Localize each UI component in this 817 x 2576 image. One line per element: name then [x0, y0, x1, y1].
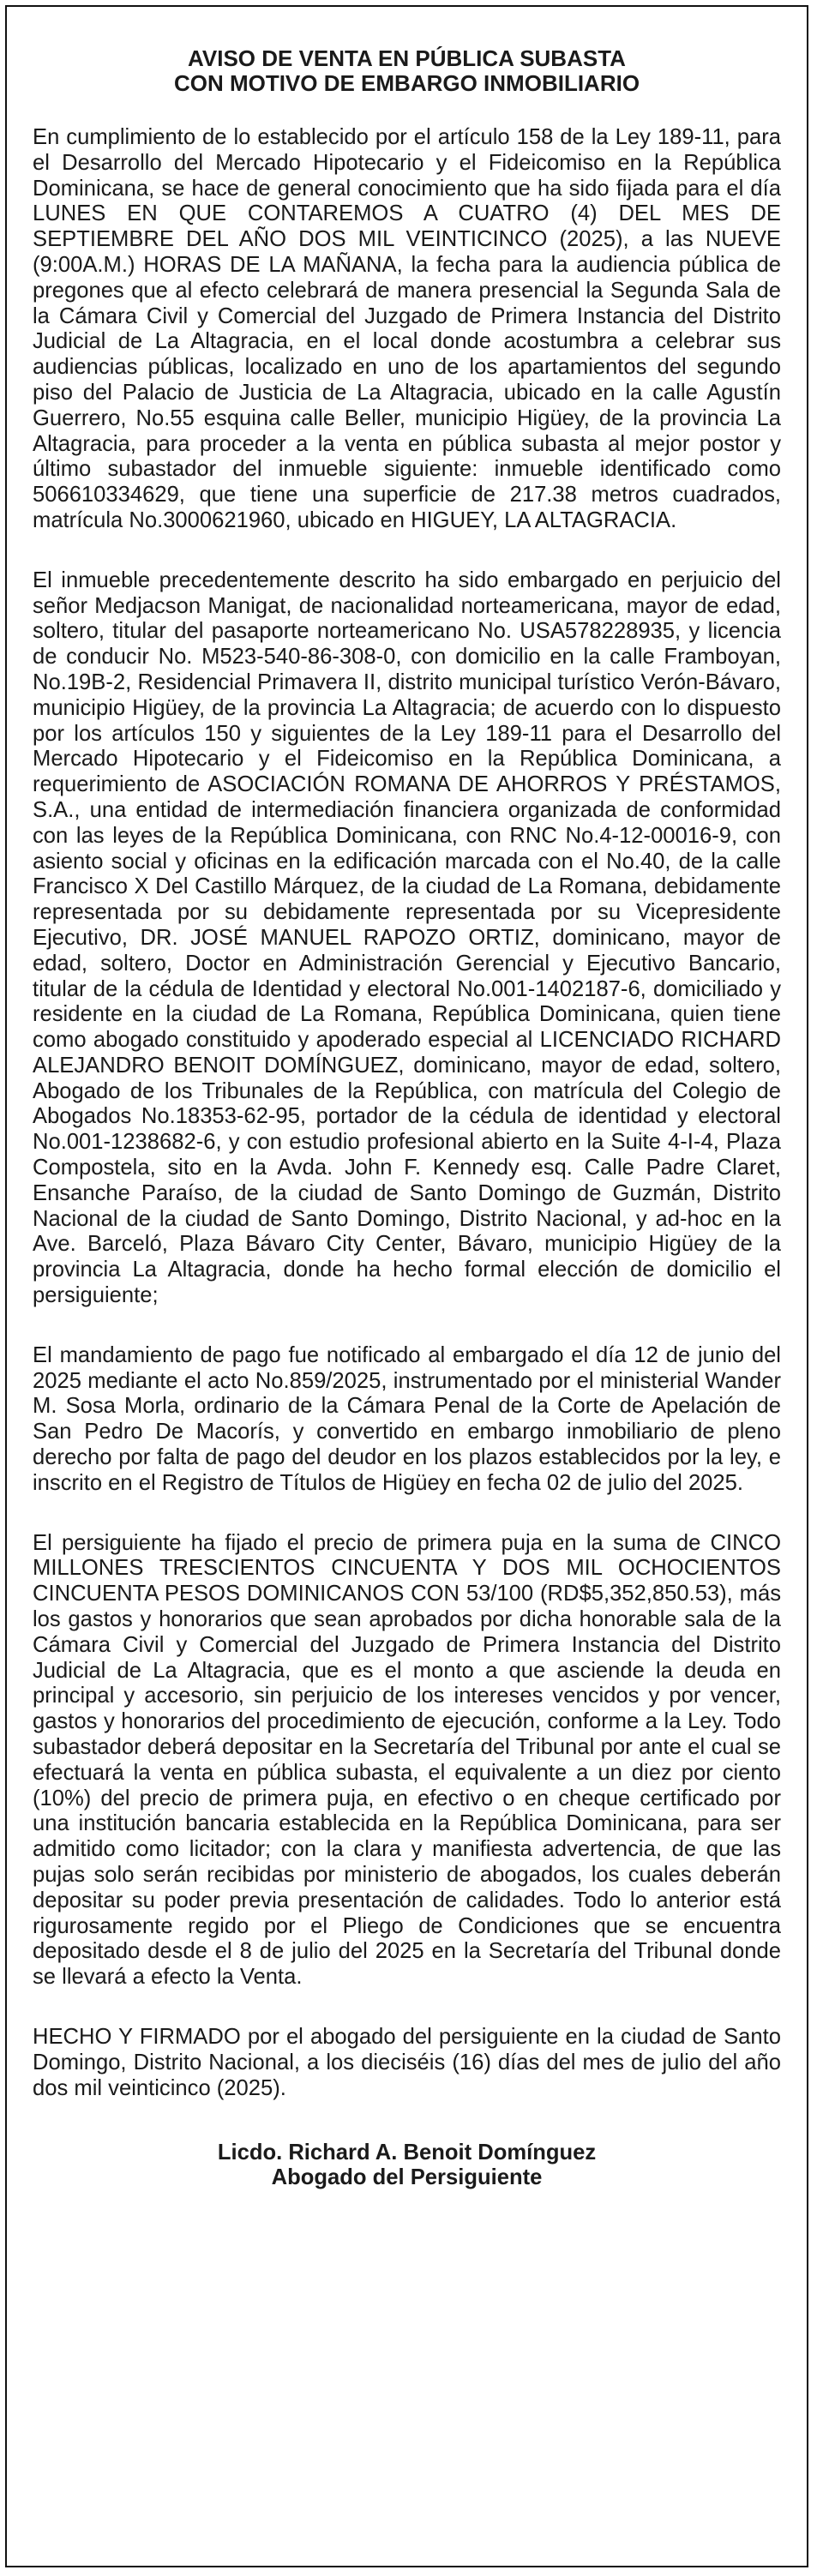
paragraph-starting-price: El persiguiente ha fijado el precio de primera puja en la suma de CINCO MILLONES TRESCIENTOS CINCUENTA Y DOS MIL OCHOCIENTOS CINCUENTA PESOS DOMINICANOS CON 53/100 (RD$5,352,850.53), más los gastos y honorarios que sean aprobados por dicha honorable sala de la Cámara Civil y Comercial del Juzgado de Primera Instancia del Distrito Judicial de La Altagracia, que es el monto a que asciende la deuda en principal y accesorio, sin perjuicio de los intereses vencidos y por vencer, gastos y honorarios del procedimiento de ejecución, conforme a la Ley. Todo subastador deberá depositar en la Secretaría del Tribunal por ante el cual se efectuará la venta en pública subasta, el equivalente a un diez por ciento (10%) del precio de primera puja, en efectivo o en cheque certificado por una institución bancaria establecida en la República Dominicana, para ser admitido como licitador; con la clara y manifiesta advertencia, de que las pujas solo serán recibidas por ministerio de abogados, los cuales deberán depositar su poder previa presentación de calidades. Todo lo anterior está rigurosamente regido por el Pliego de Condiciones que se encuentra depositado desde el 8 de julio del 2025 en la Secretaría del Tribunal donde se llevará a efecto la Venta. [33, 1530, 781, 1990]
notice-title [33, 46, 781, 96]
paragraph-signed: HECHO Y FIRMADO por el abogado del persiguiente en la ciudad de Santo Domingo, Distrito Nacional, a los dieciséis (16) días del mes de julio del año dos mil veinticinco (2025). [33, 2024, 781, 2100]
notice-title-line-2: CON MOTIVO DE EMBARGO INMOBILIARIO [173, 70, 640, 96]
paragraph-payment-order: El mandamiento de pago fue notificado al embargado el día 12 de junio del 2025 mediante el acto No.859/2025, instrumentado por el ministerial Wander M. Sosa Morla, ordinario de la Cámara Penal de la Corte de Apelación de San Pedro De Macorís, y convertido en embargo inmobiliario de pleno derecho por falta de pago del deudor en los plazos establecidos por la ley, e inscrito en el Registro de Títulos de Higüey en fecha 02 de julio del 2025. [33, 1342, 781, 1495]
signature-block [33, 2141, 781, 2190]
paragraph-auction-date: En cumplimiento de lo establecido por el artículo 158 de la Ley 189-11, para el Desarrollo del Mercado Hipotecario y el Fideicomiso en la República Dominicana, se hace de general conocimiento que ha sido fijada para el día LUNES EN QUE CONTAREMOS A CUATRO (4) DEL MES DE SEPTIEMBRE DEL AÑO DOS MIL VEINTICINCO (2025), a las NUEVE (9:00A.M.) HORAS DE LA MAÑANA, la fecha para la audiencia pública de pregones que al efecto celebrará de manera presencial la Segunda Sala de la Cámara Civil y Comercial del Juzgado de Primera Instancia del Distrito Judicial de La Altagracia, en el local donde acostumbra a celebrar sus audiencias públicas, localizado en uno de los apartamientos del segundo piso del Palacio de Justicia de La Altagracia, ubicado en la calle Agustín Guerrero, No.55 esquina calle Beller, municipio Higüey, de la provincia La Altagracia, para proceder a la venta en pública subasta al mejor postor y último subastador del inmueble siguiente: inmueble identificado como 506610334629, que tiene una superficie de 217.38 metros cuadrados, matrícula No.3000621960, ubicado en HIGUEY, LA ALTAGRACIA. [33, 125, 781, 532]
auction-notice [5, 5, 808, 2567]
paragraph-seizure-parties: El inmueble precedentemente descrito ha sido embargado en perjuicio del señor Medjacson Manigat, de nacionalidad norteamericana, mayor de edad, soltero, titular del pasaporte norteamericano No. USA578228935, y licencia de conducir No. M523-540-86-308-0, con domicilio en la calle Framboyan, No.19B-2, Residencial Primavera II, distrito municipal turístico Verón-Bávaro, municipio Higüey, de la provincia La Altagracia; de acuerdo con lo dispuesto por los artículos 150 y siguientes de la Ley 189-11 para el Desarrollo del Mercado Hipotecario y el Fideicomiso en la República Dominicana, a requerimiento de ASOCIACIÓN ROMANA DE AHORROS Y PRÉSTAMOS, S.A., una entidad de intermediación financiera organizada de conformidad con las leyes de la República Dominicana, con RNC No.4-12-00016-9, con asiento social y oficinas en la edificación marcada con el No.40, de la calle Francisco X Del Castillo Márquez, de la ciudad de La Romana, debidamente representada por su debidamente representada por su Vicepresidente Ejecutivo, DR. JOSÉ MANUEL RAPOZO ORTIZ, dominicano, mayor de edad, soltero, Doctor en Administración Gerencial y Ejecutivo Bancario, titular de la cédula de Identidad y electoral No.001-1402187-6, domiciliado y residente en la ciudad de La Romana, República Dominicana, quien tiene como abogado constituido y apoderado especial al LICENCIADO RICHARD ALEJANDRO BENOIT DOMÍNGUEZ, dominicano, mayor de edad, soltero, Abogado de los Tribunales de la República, con matrícula del Colegio de Abogados No.18353-62-95, portador de la cédula de identidad y electoral No.001-1238682-6, y con estudio profesional abierto en la Suite 4-I-4, Plaza Compostela, sito en la Avda. John F. Kennedy esq. Calle Padre Claret, Ensanche Paraíso, de la ciudad de Santo Domingo de Guzmán, Distrito Nacional de la ciudad de Santo Domingo, Distrito Nacional, y ad-hoc en la Ave. Barceló, Plaza Bávaro City Center, Bávaro, municipio Higüey de la provincia La Altagracia, donde ha hecho formal elección de domicilio el persiguiente; [33, 567, 781, 1308]
signature-role: Abogado del Persiguiente [271, 2165, 543, 2190]
notice-title-line-1: AVISO DE VENTA EN PÚBLICA SUBASTA [188, 45, 626, 71]
signature-name: Licdo. Richard A. Benoit Domínguez [217, 2141, 597, 2165]
